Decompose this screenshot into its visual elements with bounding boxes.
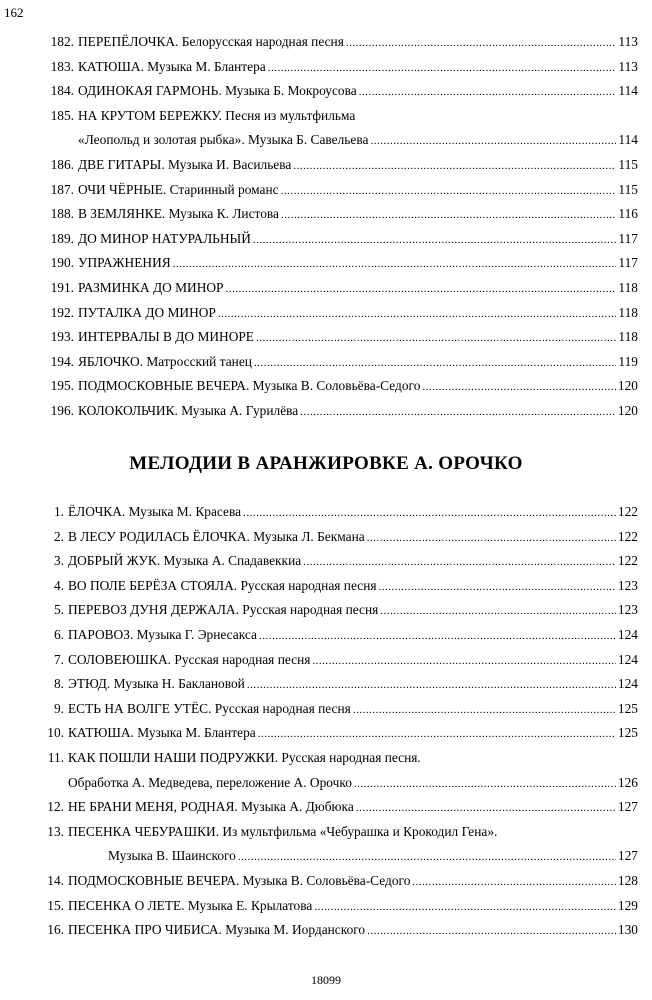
dot-leader — [353, 704, 616, 716]
toc-entry — [0, 354, 652, 379]
toc-entry-continuation — [0, 775, 652, 800]
entry-number: 1. — [53, 504, 64, 519]
publisher-code: 18099 — [311, 973, 341, 987]
entry-line — [68, 898, 638, 914]
entry-subtitle: . Музыка М. Красева — [121, 504, 242, 519]
entry-title: ДОБРЫЙ ЖУК — [68, 553, 157, 569]
toc-entry — [0, 553, 652, 578]
toc-entry — [0, 725, 652, 750]
entry-subtitle: . Музыка А. Спадавеккиа — [156, 553, 302, 569]
entry-number: 12. — [47, 799, 64, 815]
entry-subtitle: . Музыка Б. Мокроусова — [218, 83, 357, 99]
toc-entry — [0, 59, 652, 84]
entry-line — [68, 627, 638, 643]
entry-line — [78, 403, 638, 419]
dot-leader — [173, 258, 616, 270]
entry-page: 118 — [618, 304, 638, 320]
entry-number: 8. — [53, 676, 64, 692]
entry-title: ПЕРЕВОЗ ДУНЯ ДЕРЖАЛА — [68, 602, 236, 618]
entry-line — [78, 59, 638, 75]
entry-number: 194. — [50, 353, 74, 369]
entry-continuation-text: Музыка В. Шаинского — [108, 848, 236, 864]
toc-entry — [0, 504, 652, 529]
entry-continuation-text: «Леопольд и золотая рыбка». Музыка Б. Савельева — [78, 132, 369, 148]
entry-title: ПЕРЕПЁЛОЧКА — [78, 34, 176, 49]
dot-leader — [367, 532, 616, 544]
entry-page: 113 — [618, 34, 638, 49]
toc-entry — [0, 403, 652, 428]
toc-entry — [0, 157, 652, 182]
entry-number: 7. — [53, 651, 64, 667]
entry-page: 124 — [617, 626, 638, 642]
entry-title: ЕСТЬ НА ВОЛГЕ УТЁС — [68, 700, 209, 716]
entry-page: 118 — [618, 329, 638, 345]
entry-text — [78, 206, 279, 222]
entry-title: ДВЕ ГИТАРЫ — [78, 156, 162, 172]
entry-page: 116 — [618, 206, 638, 222]
entry-number: 15. — [47, 897, 64, 913]
entry-text — [78, 329, 254, 345]
toc-entry — [0, 922, 652, 947]
entry-title: НА КРУТОМ БЕРЕЖКУ — [78, 107, 219, 123]
dot-leader — [258, 728, 616, 740]
entry-subtitle: . Русская народная песня — [233, 577, 377, 593]
toc-entry — [0, 652, 652, 677]
entry-page: 119 — [618, 353, 638, 369]
entry-subtitle: . Матросский танец — [139, 353, 252, 369]
entry-number: 196. — [50, 402, 74, 418]
entry-number: 191. — [50, 279, 74, 295]
entry-subtitle: . Белорусская народная песня — [175, 34, 344, 49]
toc-entry — [0, 34, 652, 59]
entry-title: В ЗЕМЛЯНКЕ — [78, 206, 162, 222]
dot-leader — [422, 381, 616, 393]
entry-line — [78, 83, 638, 99]
entry-text — [68, 701, 351, 717]
entry-text — [78, 280, 224, 296]
dot-leader — [412, 876, 616, 888]
entry-title: УПРАЖНЕНИЯ — [78, 255, 171, 271]
dot-leader — [359, 86, 616, 98]
entry-title: РАЗМИНКА ДО МИНОР — [78, 279, 224, 295]
entry-subtitle: . Музыка А. Дюбюка — [234, 799, 354, 815]
entry-title: ПУТАЛКА ДО МИНОР — [78, 304, 216, 320]
entry-page: 117 — [618, 255, 638, 271]
entry-number: 195. — [50, 378, 74, 394]
dot-leader — [243, 507, 616, 519]
entry-line — [68, 602, 638, 618]
entry-line — [68, 701, 638, 717]
entry-page: 129 — [617, 897, 638, 913]
toc-entry — [0, 627, 652, 652]
entry-text — [78, 403, 298, 419]
entry-page: 113 — [618, 58, 638, 74]
entry-number: 5. — [53, 602, 64, 618]
toc-entry — [0, 824, 652, 849]
toc-entry — [0, 602, 652, 627]
entry-page: 120 — [617, 378, 638, 394]
entry-line — [68, 725, 638, 741]
entry-subtitle: . Русская народная песня. — [274, 749, 421, 765]
toc-entry — [0, 799, 652, 824]
entry-title: ВО ПОЛЕ БЕРЁЗА СТОЯЛА — [68, 577, 234, 593]
dot-leader — [254, 357, 616, 369]
entry-line — [68, 578, 638, 594]
entry-number: 4. — [53, 577, 64, 593]
entry-text — [78, 305, 216, 321]
entry-subtitle: . Музыка К. Листова — [161, 206, 279, 222]
entry-subtitle: . Русская народная песня — [208, 700, 351, 716]
entry-number: 184. — [50, 83, 74, 99]
entry-page: 115 — [618, 156, 638, 172]
entry-subtitle: . Музыка А. Гурилёва — [174, 402, 299, 418]
entry-text — [78, 108, 355, 124]
entry-number: 14. — [47, 872, 64, 888]
entry-text — [78, 83, 357, 99]
entry-subtitle: . Музыка М. Иорданского — [218, 922, 366, 938]
entry-number: 6. — [53, 626, 64, 642]
toc-entry — [0, 750, 652, 775]
entry-line — [78, 280, 638, 296]
entry-line — [68, 750, 638, 766]
entry-number: 185. — [50, 107, 74, 123]
dot-leader — [281, 209, 616, 221]
entry-line — [78, 329, 638, 345]
entry-subtitle: . Русская народная песня — [235, 602, 379, 618]
toc-entry — [0, 578, 652, 603]
entry-line — [68, 848, 638, 864]
entry-page: 120 — [617, 402, 638, 418]
entry-number: 2. — [53, 528, 64, 544]
entry-page: 122 — [617, 553, 638, 569]
page-number: 162 — [4, 5, 24, 20]
entry-page: 125 — [617, 700, 638, 716]
entry-page: 128 — [617, 872, 638, 888]
entry-line — [68, 799, 638, 815]
entry-subtitle: . Песня из мультфильма — [218, 107, 356, 123]
entry-continuation-text: Обработка А. Медведева, переложение А. Орочко — [68, 774, 352, 790]
entry-number: 190. — [50, 255, 74, 271]
toc-entry — [0, 873, 652, 898]
entry-title: ОЧИ ЧЁРНЫЕ — [78, 181, 163, 197]
toc-entry — [0, 182, 652, 207]
entry-title: КАК ПОШЛИ НАШИ ПОДРУЖКИ — [68, 749, 275, 765]
dot-leader — [346, 37, 616, 49]
entry-title: ПАРОВОЗ — [68, 626, 130, 642]
toc-entry — [0, 305, 652, 330]
dot-leader — [356, 802, 616, 814]
entry-line — [78, 132, 638, 148]
entry-text — [68, 652, 310, 668]
entry-page: 114 — [618, 83, 638, 99]
entry-number: 11. — [47, 749, 64, 765]
entry-page: 117 — [618, 230, 638, 246]
entry-page: 115 — [618, 181, 638, 197]
entry-number: 193. — [50, 329, 74, 345]
entry-text — [68, 676, 245, 692]
entry-subtitle: . Музыка М. Блантера — [130, 725, 256, 741]
dot-leader — [354, 778, 616, 790]
entry-number: 10. — [47, 725, 64, 741]
entry-subtitle: . Из мультфильма «Чебурашка и Крокодил Гена». — [215, 823, 498, 839]
toc-entry — [0, 701, 652, 726]
entry-subtitle: . Музыка Е. Крылатова — [181, 897, 313, 913]
entry-line — [78, 34, 638, 50]
dot-leader — [238, 851, 616, 863]
entry-number: 16. — [47, 922, 64, 938]
entry-title: КАТЮША — [78, 58, 141, 74]
dot-leader — [256, 332, 616, 344]
entry-title: ДО МИНОР НАТУРАЛЬНЫЙ — [78, 230, 251, 246]
entry-subtitle: . Музыка В. Соловьёва-Седого — [245, 378, 421, 394]
toc-entry — [0, 676, 652, 701]
entry-page: 123 — [617, 602, 638, 618]
entry-title: КОЛОКОЛЬЧИК — [78, 402, 175, 418]
entry-number: 13. — [47, 823, 64, 839]
dot-leader — [226, 283, 617, 295]
entry-subtitle: . Музыка И. Васильева — [161, 156, 292, 172]
entry-text — [78, 255, 171, 271]
entry-line — [68, 553, 638, 569]
entry-text — [78, 182, 279, 198]
dot-leader — [367, 925, 616, 937]
entry-subtitle: . Музыка В. Соловьёва-Седого — [235, 872, 411, 888]
entry-text — [68, 824, 497, 840]
entry-subtitle: . Музыка Н. Баклановой — [106, 676, 245, 692]
toc-entry — [0, 529, 652, 554]
entry-text — [68, 602, 378, 618]
entry-title: ОДИНОКАЯ ГАРМОНЬ — [78, 83, 219, 99]
entry-line — [68, 676, 638, 692]
entry-title: ЁЛОЧКА — [68, 504, 122, 519]
entry-page: 130 — [617, 922, 638, 938]
entry-number: 189. — [50, 230, 74, 246]
entry-title: СОЛОВЕЮШКА — [68, 651, 168, 667]
toc-entry-continuation — [0, 848, 652, 873]
entry-number: 187. — [50, 181, 74, 197]
toc-entry-continuation — [0, 132, 652, 157]
entry-title: ЭТЮД — [68, 676, 107, 692]
entry-line — [68, 824, 638, 840]
entry-page: 114 — [618, 132, 638, 148]
entry-title: КАТЮША — [68, 725, 131, 741]
entry-title: ПЕСЕНКА ЧЕБУРАШКИ — [68, 823, 216, 839]
entry-line — [78, 157, 638, 173]
toc-section-1 — [0, 34, 652, 428]
entry-page: 124 — [617, 651, 638, 667]
dot-leader — [218, 308, 616, 320]
entry-title: ЯБЛОЧКО — [78, 353, 140, 369]
entry-line — [78, 182, 638, 198]
toc-entry — [0, 329, 652, 354]
entry-text — [68, 504, 241, 520]
entry-line — [78, 354, 638, 370]
dot-leader — [253, 234, 616, 246]
toc-entry — [0, 255, 652, 280]
entry-text — [78, 354, 252, 370]
entry-line — [78, 305, 638, 321]
toc-entry — [0, 898, 652, 923]
entry-line — [68, 529, 638, 545]
toc-entry — [0, 206, 652, 231]
entry-line — [78, 255, 638, 271]
entry-title: В ЛЕСУ РОДИЛАСЬ ЁЛОЧКА — [68, 528, 247, 544]
entry-page: 127 — [617, 799, 638, 815]
entry-title: НЕ БРАНИ МЕНЯ, РОДНАЯ — [68, 799, 235, 815]
entry-text — [68, 799, 354, 815]
entry-number: 186. — [50, 156, 74, 172]
toc-entry — [0, 280, 652, 305]
entry-line — [78, 378, 638, 394]
entry-subtitle: . Музыка Л. Бекмана — [246, 528, 365, 544]
entry-page: 124 — [617, 676, 638, 692]
entry-line — [78, 108, 638, 124]
entry-subtitle: . Русская народная песня — [167, 651, 311, 667]
entry-line — [68, 922, 638, 938]
entry-text — [68, 873, 410, 889]
entry-line — [68, 775, 638, 791]
entry-line — [78, 231, 638, 247]
entry-text — [78, 231, 251, 247]
entry-page: 118 — [618, 279, 638, 295]
entry-page: 122 — [617, 504, 638, 519]
section-heading: МЕЛОДИИ В АРАНЖИРОВКЕ А. ОРОЧКО — [129, 453, 523, 474]
entry-text — [68, 627, 257, 643]
entry-page: 126 — [617, 774, 638, 790]
dot-leader — [247, 679, 616, 691]
entry-number: 182. — [50, 34, 74, 49]
entry-title: ИНТЕРВАЛЫ В ДО МИНОРЕ — [78, 329, 254, 345]
entry-number: 188. — [50, 206, 74, 222]
dot-leader — [314, 901, 616, 913]
entry-number: 183. — [50, 58, 74, 74]
dot-leader — [380, 605, 616, 617]
entry-text — [78, 34, 344, 50]
entry-text — [68, 553, 301, 569]
dot-leader — [370, 135, 616, 147]
dot-leader — [303, 556, 616, 568]
entry-line — [68, 652, 638, 668]
toc-section-2 — [0, 504, 652, 947]
entry-subtitle: . Музыка Г. Эрнесакса — [129, 626, 257, 642]
entry-line — [78, 206, 638, 222]
entry-line — [68, 504, 638, 520]
entry-line — [68, 873, 638, 889]
entry-page: 123 — [617, 577, 638, 593]
entry-page: 122 — [617, 528, 638, 544]
entry-text — [68, 725, 256, 741]
entry-text — [68, 922, 365, 938]
toc-entry — [0, 231, 652, 256]
dot-leader — [281, 185, 616, 197]
entry-title: ПОДМОСКОВНЫЕ ВЕЧЕРА — [68, 872, 236, 888]
entry-subtitle: . Старинный романс — [162, 181, 279, 197]
toc-entry — [0, 83, 652, 108]
dot-leader — [259, 630, 616, 642]
entry-title: ПЕСЕНКА ПРО ЧИБИСА — [68, 922, 219, 938]
entry-title: ПЕСЕНКА О ЛЕТЕ — [68, 897, 182, 913]
entry-text — [68, 898, 312, 914]
entry-text — [78, 157, 291, 173]
toc-entry — [0, 108, 652, 133]
entry-text — [68, 750, 421, 766]
entry-number: 9. — [53, 700, 64, 716]
entry-text — [78, 378, 420, 394]
entry-page: 127 — [617, 848, 638, 864]
dot-leader — [293, 160, 616, 172]
dot-leader — [379, 581, 616, 593]
dot-leader — [300, 406, 616, 418]
dot-leader — [312, 655, 616, 667]
entry-number: 3. — [53, 553, 64, 569]
entry-title: ПОДМОСКОВНЫЕ ВЕЧЕРА — [78, 378, 246, 394]
entry-number: 192. — [50, 304, 74, 320]
toc-entry — [0, 378, 652, 403]
dot-leader — [268, 62, 616, 74]
entry-page: 125 — [617, 725, 638, 741]
entry-text — [68, 529, 365, 545]
entry-text — [68, 578, 377, 594]
entry-subtitle: . Музыка М. Блантера — [140, 58, 266, 74]
entry-text — [78, 59, 266, 75]
